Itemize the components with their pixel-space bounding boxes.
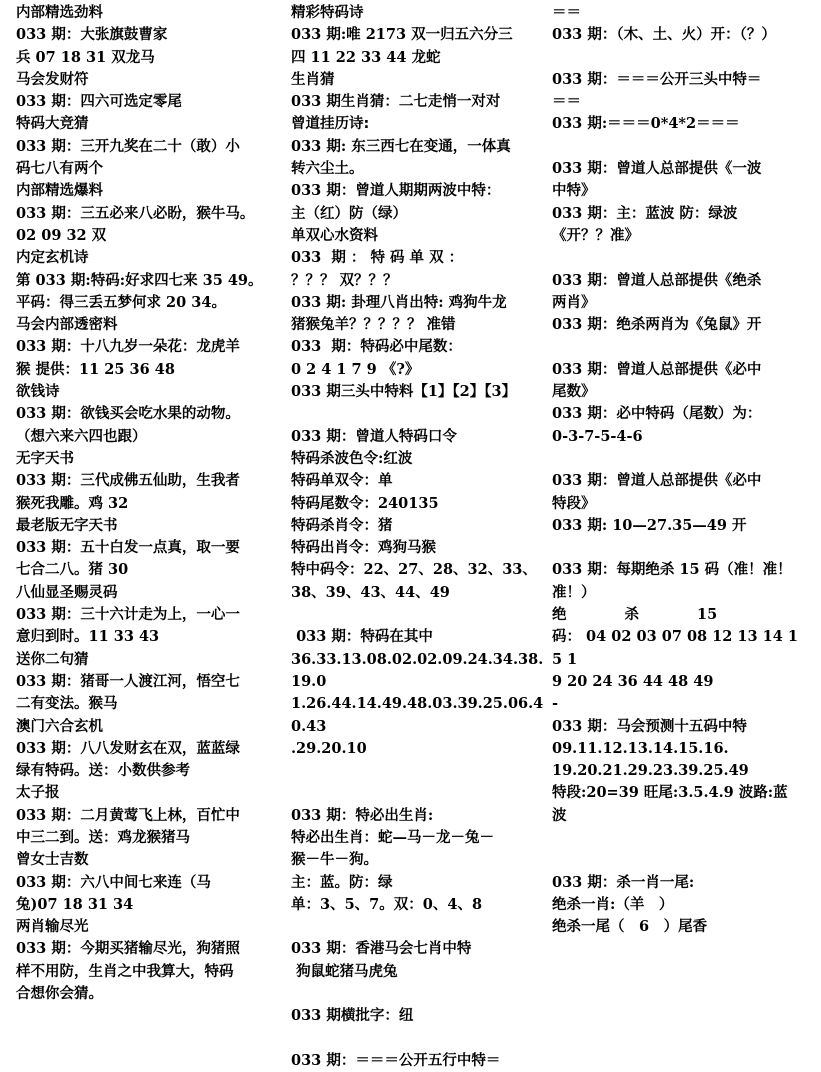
text-line: 合想你会猜。	[16, 985, 103, 1003]
left-column	[16, 2, 281, 1024]
text-line: 特码杀波色令:红波	[291, 449, 413, 467]
text-line: 033 期：＝＝＝公开三头中特＝	[552, 70, 762, 88]
text-line: 兵 07 18 31 双龙马	[16, 48, 155, 66]
text-line: 033 期：曾道人总部提供《一波	[552, 160, 762, 178]
text-line: 0-3-7-5-4-6	[552, 427, 643, 445]
text-line: 033 期：十八九岁一朵花：龙虎羊	[16, 338, 240, 356]
text-line: 特中码令：22、27、28、32、33、	[291, 561, 537, 579]
text-line: 1.26.44.14.49.48.03.39.25.06.40.43	[291, 695, 544, 735]
section-heading: 内定玄机诗	[16, 250, 89, 267]
text-line: 033 期三头中特料【1】【2】【3】	[291, 383, 517, 401]
text-line: 033 期：四六可选定零尾	[16, 93, 182, 111]
section-heading: 特码大竞猜	[16, 116, 89, 133]
text-line: 中特》	[552, 182, 596, 200]
text-line: 绿有特码。送：小数供参考	[16, 762, 190, 780]
text-line: 033 期：马会预测十五码中特	[552, 717, 747, 735]
text-line: 033 期：杀一肖一尾:	[552, 873, 695, 891]
text-line: 033 期：猪哥一人渡江河，悟空七	[16, 672, 240, 690]
text-line: 033 期：三五必来八必盼，猴牛马。	[16, 204, 255, 222]
text-line: 033 期: 东三西七在变通，一体真	[291, 137, 511, 155]
text-line: 033 期：特码在其中	[291, 628, 433, 646]
text-line: 033 期：特必出生肖:	[291, 806, 434, 824]
text-line: 狗鼠蛇猪马虎兔	[291, 962, 398, 980]
text-line: 033 期：二月黄莺飞上林，百忙中	[16, 806, 240, 824]
text-line: 主：蓝。防：绿	[291, 873, 393, 891]
text-line: 033 期横批字：纽	[291, 1007, 414, 1025]
text-line: （想六来六四也跟）	[16, 427, 147, 445]
text-line: 033 期：八八发财玄在双，蓝蓝绿	[16, 739, 240, 757]
spacer	[291, 983, 544, 1005]
text-line: 准！）	[552, 583, 596, 601]
text-line: 绝杀一肖:（羊 ）	[552, 895, 674, 913]
text-line: 033 期：大张旗鼓曹家	[16, 26, 168, 44]
spacer	[552, 448, 804, 470]
spacer	[291, 403, 544, 425]
text-line: 兔)07 18 31 34	[16, 895, 134, 913]
text-line: 033 期：曾道人特码口令	[291, 427, 457, 445]
section-heading: 曾女士吉数	[16, 852, 89, 869]
text-line: 09.11.12.13.14.15.16.	[552, 739, 729, 757]
text-line: 波	[552, 806, 567, 824]
spacer	[552, 827, 804, 849]
text-line: 特码出肖令：鸡狗马猴	[291, 539, 436, 557]
text-line: 033 期 ： 特 码 单 双 ：	[291, 249, 464, 267]
text-line: 033 期：欲钱买会吃水果的动物。	[16, 405, 240, 423]
section-heading: 曾道挂历诗:	[291, 116, 370, 133]
section-heading: 澳门六合玄机	[16, 718, 103, 735]
text-line: 033 期：曾道人总部提供《绝杀	[552, 271, 762, 289]
text-line: 033 期：三开九奖在二十（敢）小	[16, 137, 240, 155]
section-heading: 内部精选劲料	[16, 5, 103, 21]
text-line: 033 期：每期绝杀 15 码（准！准！	[552, 561, 792, 579]
text-line: 033 期：特码必中尾数：	[291, 338, 462, 356]
text-line: 033 期：曾道人期期两波中特：	[291, 182, 501, 200]
text-line: 36.33.13.08.02.02.09.24.34.38.19.0	[291, 650, 544, 690]
spacer	[552, 849, 804, 871]
text-line: ＝＝	[552, 4, 581, 21]
section-heading: 生肖猜	[291, 71, 335, 88]
text-line: 9 20 24 36 44 48 49	[552, 672, 714, 690]
spacer	[291, 782, 544, 804]
text-line: 033 期：今期买猪输尽光，狗猪照	[16, 940, 240, 958]
text-line: 码： 04 02 03 07 08 12 13 14 15 1	[552, 628, 798, 668]
spacer	[552, 136, 804, 158]
section-heading: 马会内部透密料	[16, 317, 118, 334]
text-line: 猴－牛－狗。	[291, 851, 378, 869]
text-line: 特段:20=39 旺尾:3.5.4.9 波路:蓝	[552, 784, 788, 802]
text-line: 033 期:唯 2173 双一归五六分三	[291, 26, 513, 44]
text-line: 033 期生肖猜：二七走悄一对对	[291, 93, 501, 111]
text-line: 绝 杀 15	[552, 606, 718, 624]
middle-column	[291, 2, 544, 1069]
text-line: 第 033 期:特码:好求四七来 35 49。	[16, 271, 263, 289]
text-line: 特段》	[552, 494, 596, 512]
text-line: 033 期: 10—27.35—49 开	[552, 516, 747, 534]
section-heading: 内部精选爆料	[16, 183, 103, 200]
spacer	[291, 1028, 544, 1050]
text-line: 特码杀肖令：猪	[291, 516, 393, 534]
text-line: 中三二到。送：鸡龙猴猪马	[16, 828, 190, 846]
section-heading: 无字天书	[16, 450, 74, 467]
text-line: 主（红）防（绿）	[291, 204, 407, 222]
text-line: -	[552, 695, 559, 713]
text-line: 码七八有两个	[16, 160, 103, 178]
text-line: 033 期：三代成佛五仙助，生我者	[16, 472, 240, 490]
text-line: 两肖》	[552, 293, 596, 311]
spacer	[552, 47, 804, 69]
spacer	[552, 336, 804, 358]
text-line: ＝＝	[552, 93, 581, 111]
text-line: 02 09 32 双	[16, 226, 107, 244]
text-line: 意归到时。11 33 43	[16, 628, 160, 646]
text-line: 二有变法。猴马	[16, 695, 118, 713]
text-line: 0 2 4 1 7 9 《?》	[291, 360, 420, 378]
section-heading: 精彩特码诗	[291, 5, 364, 21]
spacer	[552, 537, 804, 559]
section-heading: 太子报	[16, 785, 60, 802]
spacer	[291, 604, 544, 626]
text-line: 猴死我雕。鸡 32	[16, 494, 129, 512]
text-line: .29.20.10	[291, 739, 367, 757]
text-line: 033 期：香港马会七肖中特	[291, 940, 472, 958]
text-line: ？？？ 双？？？	[291, 271, 398, 289]
text-line: 四 11 22 33 44 龙蛇	[291, 48, 441, 66]
section-heading: 最老版无字天书	[16, 517, 118, 534]
text-line: 平码：得三丢五梦何求 20 34。	[16, 293, 226, 311]
text-line: 《开？？准》	[552, 226, 639, 244]
spacer	[552, 247, 804, 269]
text-line: 033 期：五十白发一点真，取一要	[16, 539, 240, 557]
section-heading: 单双心水资料	[291, 227, 378, 244]
text-line: 绝杀一尾（ 6 ）尾香	[552, 918, 708, 936]
text-line: 样不用防，生肖之中我算大，特码	[16, 962, 234, 980]
text-line: 特码单双令：单	[291, 472, 393, 490]
section-heading: 八仙显圣赐灵码	[16, 584, 118, 601]
text-line: 033 期: 卦理八肖出特: 鸡狗牛龙	[291, 293, 507, 311]
spacer	[291, 916, 544, 938]
text-line: 特必出生肖：蛇—马－龙－兔－	[291, 828, 494, 846]
text-line: 033 期：主：蓝波 防：绿波	[552, 204, 738, 222]
text-line: 033 期：＝＝＝公开五行中特＝	[291, 1051, 501, 1069]
spacer	[291, 760, 544, 782]
section-heading: 送你二句猜	[16, 651, 89, 668]
text-line: 尾数》	[552, 383, 596, 401]
text-line: 033 期：三十六计走为上，一心一	[16, 606, 240, 624]
text-line: 033 期：六八中间七来连（马	[16, 873, 211, 891]
text-line: 猴 提供：11 25 36 48	[16, 360, 175, 378]
text-line: 猪猴兔羊？？？？？ 准错	[291, 316, 456, 334]
text-line: 033 期：曾道人总部提供《必中	[552, 472, 762, 490]
text-line: 单：3、5、7。双：0、4、8	[291, 895, 483, 913]
text-line: 033 期：曾道人总部提供《必中	[552, 360, 762, 378]
text-line: 转六尘土。	[291, 160, 364, 178]
text-line: 033 期:＝＝＝0*4*2＝＝＝	[552, 115, 740, 133]
text-line: 033 期：（木、土、火）开：（？）	[552, 26, 776, 44]
text-line: 七合二八。猪 30	[16, 561, 129, 579]
section-heading: 欲钱诗	[16, 384, 60, 401]
text-line: 033 期：必中特码（尾数）为：	[552, 405, 762, 423]
text-line: 特码尾数令：240135	[291, 494, 439, 512]
text-line: 19.20.21.29.23.39.25.49	[552, 762, 749, 780]
text-line: 38、39、43、44、49	[291, 583, 450, 601]
right-column	[552, 2, 804, 1024]
section-heading: 马会发财符	[16, 71, 89, 88]
text-line: 033 期：绝杀两肖为《兔鼠》开	[552, 316, 762, 334]
section-heading: 两肖输尽光	[16, 919, 89, 936]
